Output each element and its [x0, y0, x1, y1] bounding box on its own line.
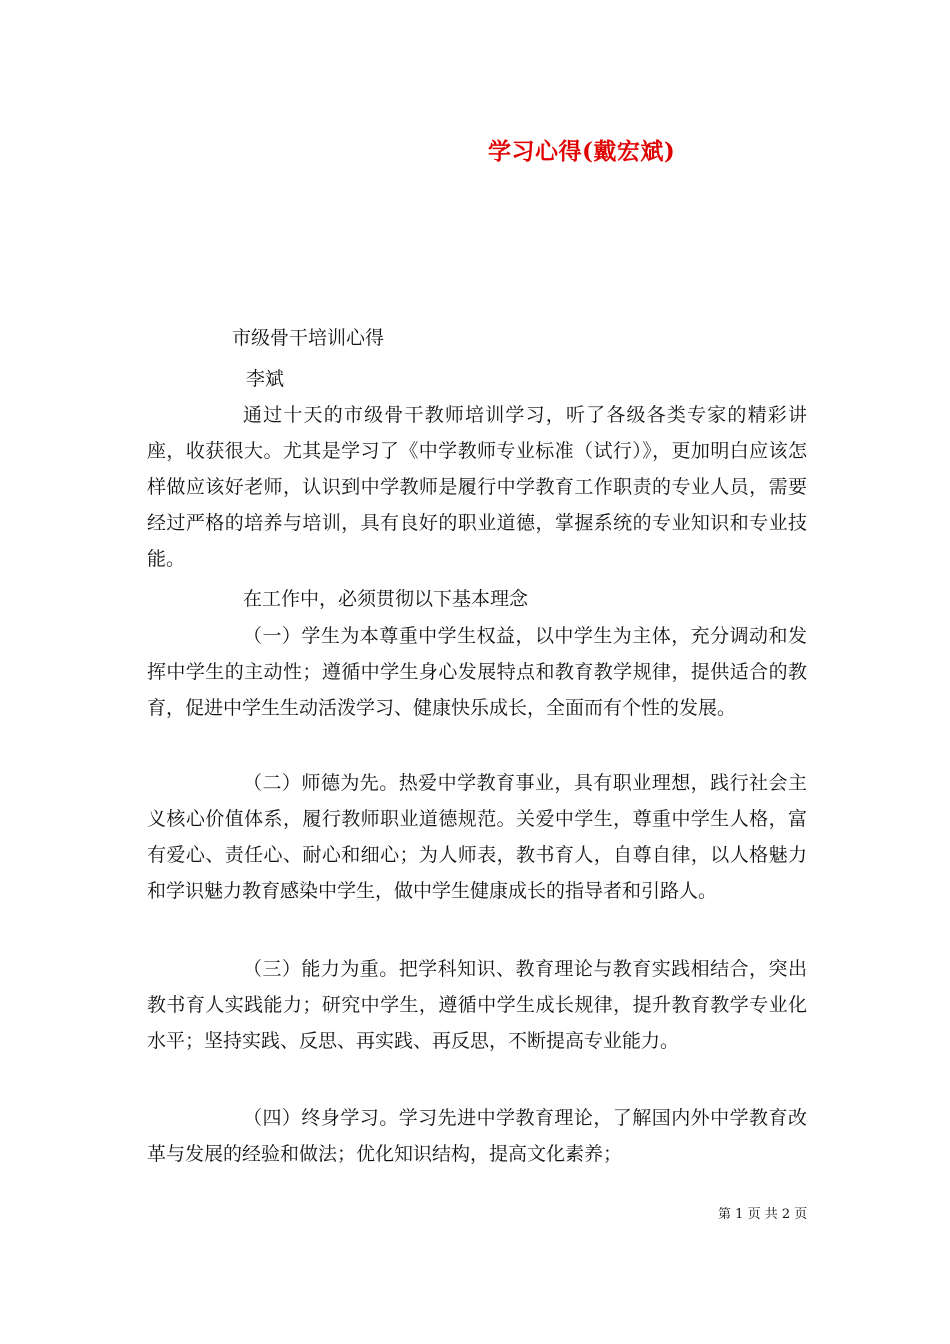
paragraph-principle-4: （四）终身学习。学习先进中学教育理论，了解国内外中学教育改革与发展的经验和做法；优化知识结构，提高文化素养；	[147, 1107, 807, 1165]
document-author: 李斌	[246, 368, 285, 390]
paragraph-intro: 通过十天的市级骨干教师培训学习，听了各级各类专家的精彩讲座，收获很大。尤其是学习了《中学教师专业标准（试行）》，更加明白应该怎样做应该好老师，认识到中学教师是履行中学教育工作职责的专业人员，需要经过严格的培养与培训，具有良好的职业道德，掌握系统的专业知识和专业技能。	[147, 404, 807, 570]
page-number-footer	[718, 1207, 807, 1223]
document-subtitle: 市级骨干培训心得	[232, 327, 385, 349]
footer-prefix: 第	[718, 1207, 732, 1222]
footer-middle: 页 共	[747, 1207, 778, 1222]
footer-total-pages: 2	[781, 1207, 791, 1222]
paragraph-principle-1: （一）学生为本尊重中学生权益，以中学生为主体，充分调动和发挥中学生的主动性；遵循中学生身心发展特点和教育教学规律，提供适合的教育，促进中学生生动活泼学习、健康快乐成长，全面而有个性的发展。	[147, 625, 807, 719]
document-title: 学习心得(戴宏斌)	[488, 138, 676, 165]
paragraph-principles-intro: 在工作中，必须贯彻以下基本理念	[243, 588, 529, 610]
paragraph-principle-3: （三）能力为重。把学科知识、教育理论与教育实践相结合，突出教书育人实践能力；研究中学生，遵循中学生成长规律，提升教育教学专业化水平；坚持实践、反思、再实践、再反思，不断提高专业能力。	[147, 958, 807, 1052]
footer-current-page: 1	[735, 1207, 744, 1222]
footer-suffix: 页	[794, 1207, 808, 1222]
paragraph-principle-2: （二）师德为先。热爱中学教育事业，具有职业理想，践行社会主义核心价值体系，履行教师职业道德规范。关爱中学生，尊重中学生人格，富有爱心、责任心、耐心和细心；为人师表，教书育人，自尊自律，以人格魅力和学识魅力教育感染中学生，做中学生健康成长的指导者和引路人。	[147, 772, 807, 902]
